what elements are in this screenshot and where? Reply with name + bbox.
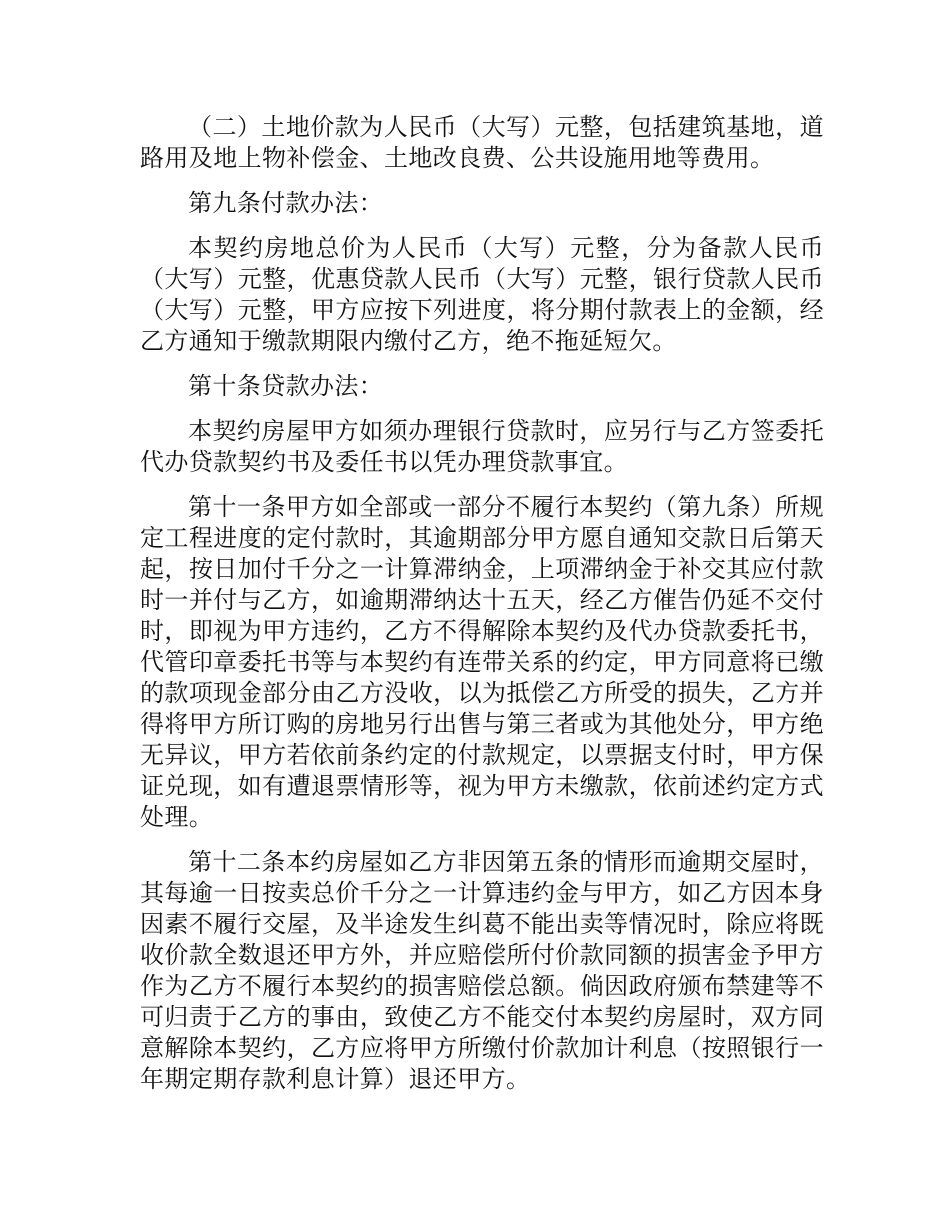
paragraph-land-price: （二）土地价款为人民币（大写）元整，包括建筑基地，道路用及地上物补偿金、土地改良费、公共设施用地等费用。 [140, 113, 824, 172]
heading-article-9-payment: 第九条付款办法： [188, 189, 384, 217]
paragraph-loan-terms: 本契约房屋甲方如须办理银行贷款时，应另行与乙方签委托代办贷款契约书及委任书以凭办理贷款事宜。 [140, 417, 824, 476]
paragraph-article-12: 第十二条本约房屋如乙方非因第五条的情形而逾期交屋时，其每逾一日按卖总价千分之一计算违约金与甲方，如乙方因本身因素不履行交屋，及半途发生纠葛不能出卖等情况时，除应将既收价款全数退还甲方外，并应赔偿所付价款同额的损害金予甲方作为乙方不履行本契约的损害赔偿总额。倘因政府颁布禁建等不可归责于乙方的事由，致使乙方不能交付本契约房屋时，双方同意解除本契约，乙方应将甲方所缴付价款加计利息（按照银行一年期定期存款利息计算）退还甲方。 [140, 848, 824, 1093]
heading-article-10-loan: 第十条贷款办法： [188, 372, 384, 400]
paragraph-payment-terms: 本契约房地总价为人民币（大写）元整，分为备款人民币（大写）元整，优惠贷款人民币（大写）元整，银行贷款人民币（大写）元整，甲方应按下列进度，将分期付款表上的金额，经乙方通知于缴款期限内缴付乙方，绝不拖延短欠。 [140, 234, 824, 355]
document-body [140, 112, 824, 1109]
paragraph-article-11: 第十一条甲方如全部或一部分不履行本契约（第九条）所规定工程进度的定付款时，其逾期部分甲方愿自通知交款日后第天起，按日加付千分之一计算滞纳金，上项滞纳金于补交其应付款时一并付与乙方，如逾期滞纳达十五天，经乙方催告仍延不交付时，即视为甲方违约，乙方不得解除本契约及代办贷款委托书，代管印章委托书等与本契约有连带关系的约定，甲方同意将已缴的款项现金部分由乙方没收，以为抵偿乙方所受的损失，乙方并得将甲方所订购的房地另行出售与第三者或为其他处分，甲方绝无异议，甲方若依前条约定的付款规定，以票据支付时，甲方保证兑现，如有遭退票情形等，视为甲方未缴款，依前述约定方式处理。 [140, 493, 824, 831]
